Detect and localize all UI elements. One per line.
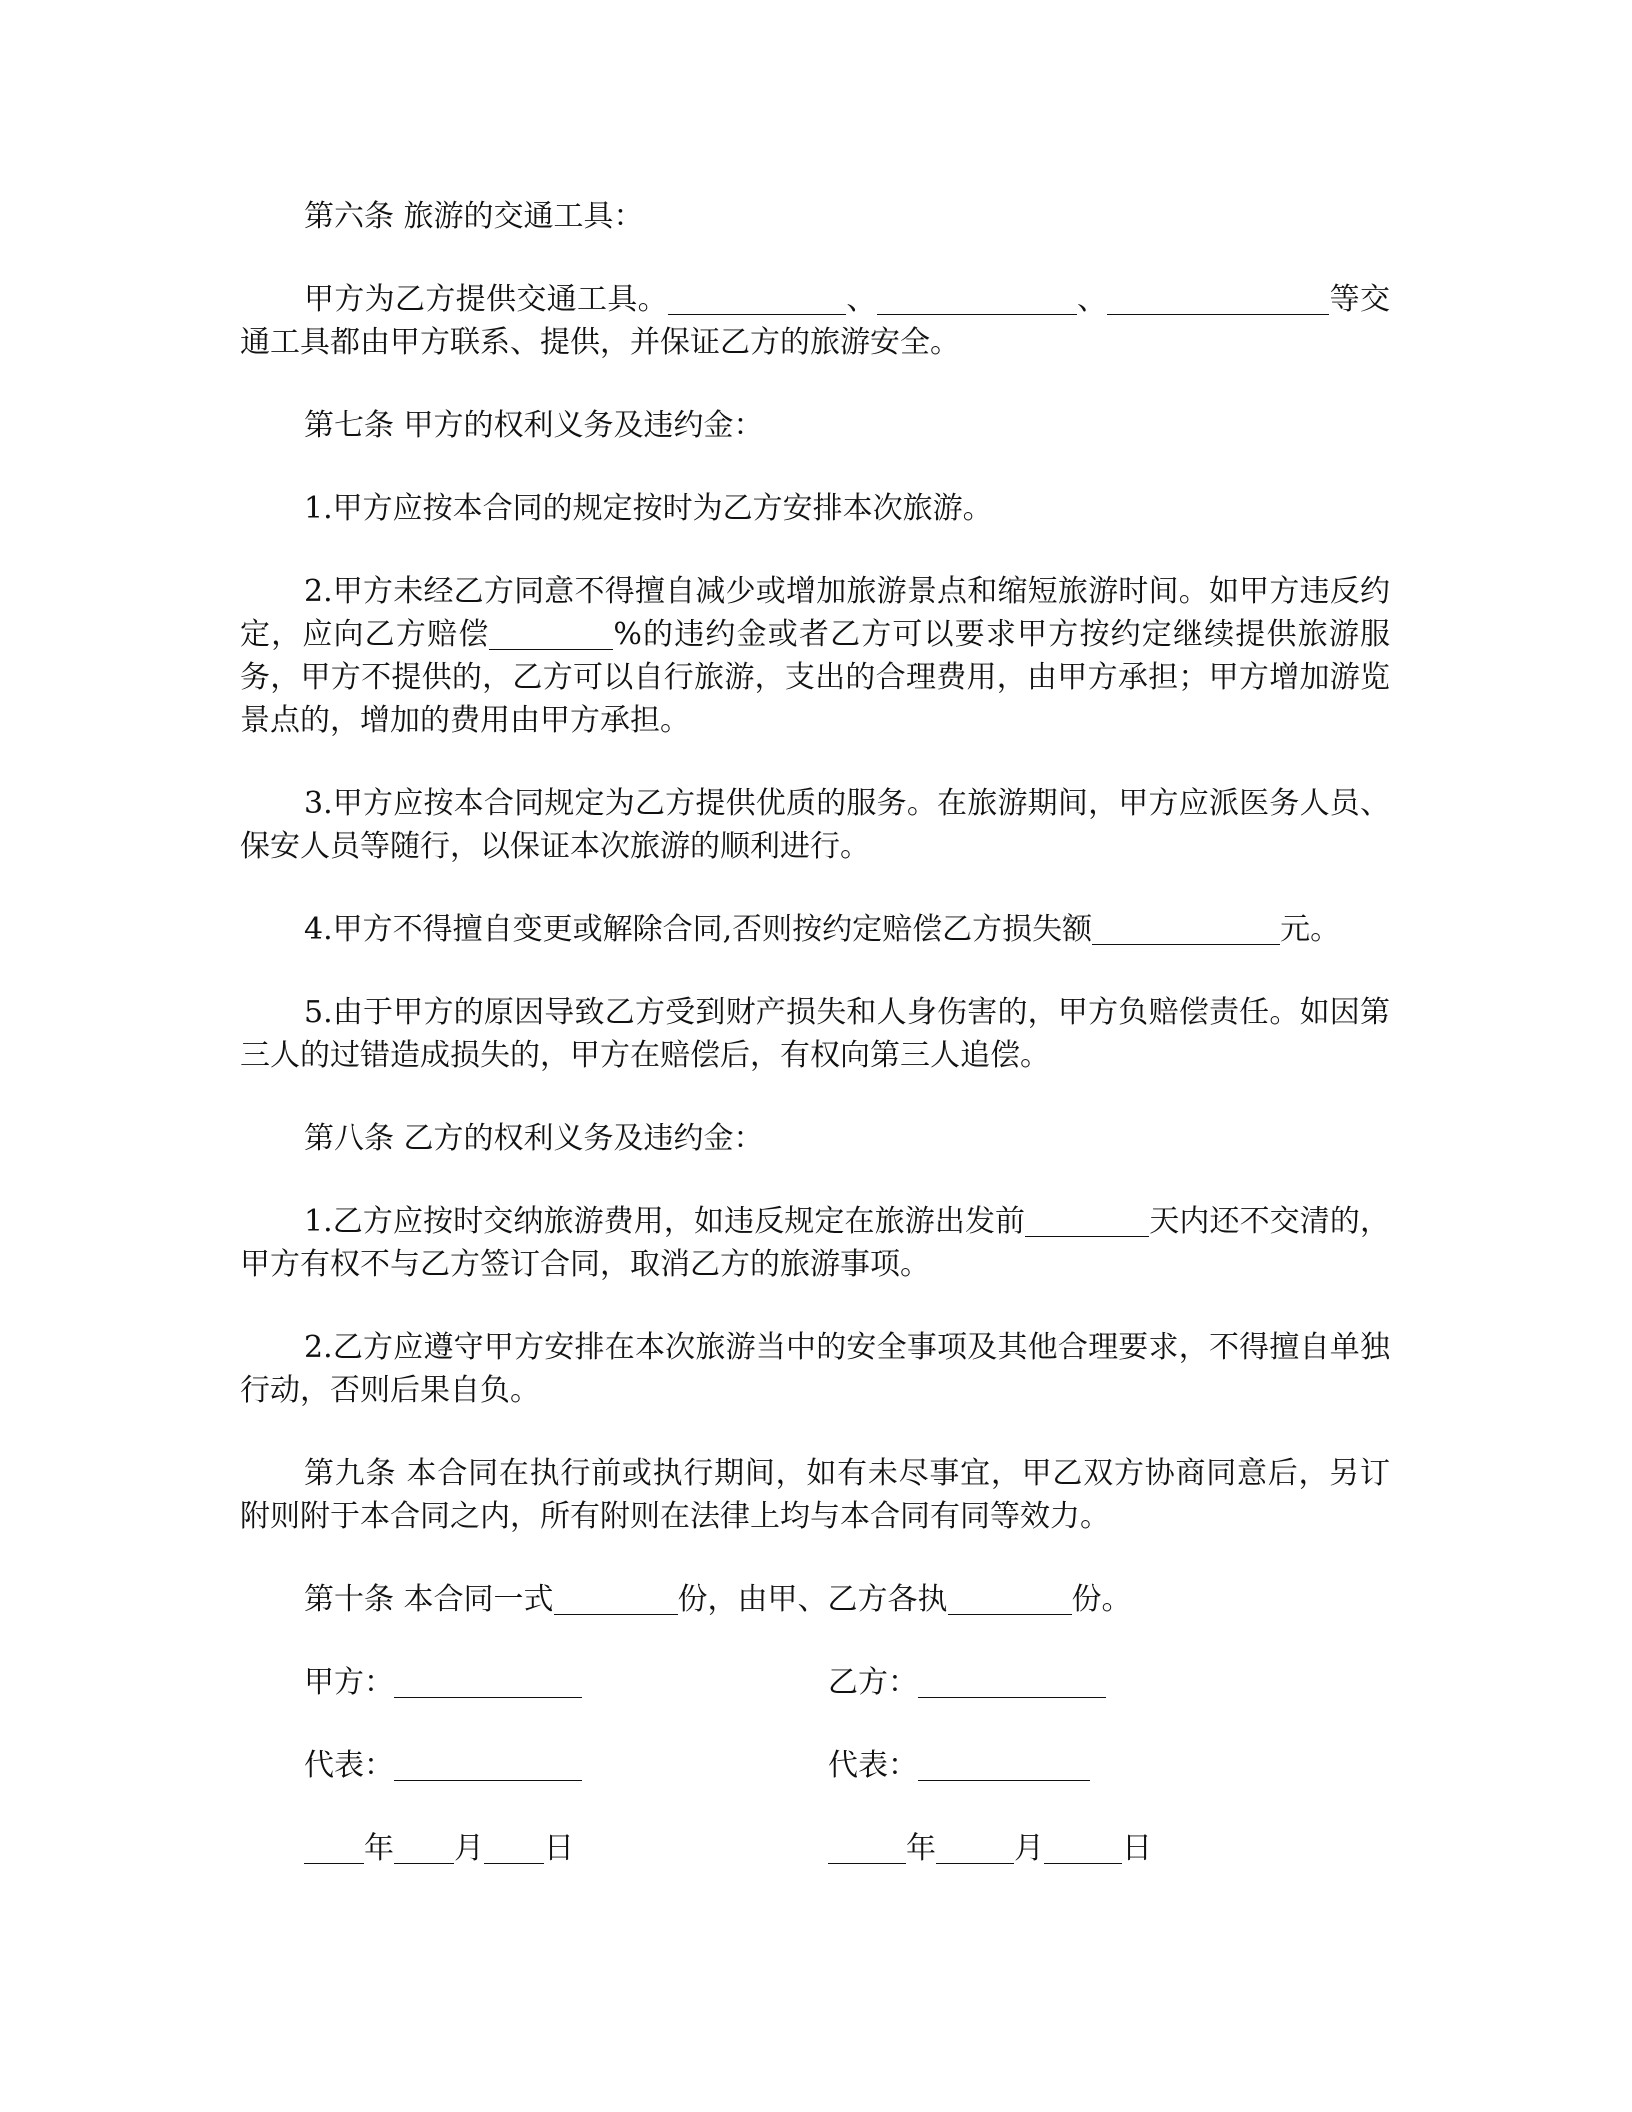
article-9: 第九条 本合同在执行前或执行期间，如有未尽事宜，甲乙双方协商同意后，另订附则附于本合同之内，所有附则在法律上均与本合同有同等效力。	[240, 1456, 1390, 1534]
article-7-title: 第七条 甲方的权利义务及违约金：	[304, 408, 764, 443]
fill-blank	[1025, 1206, 1149, 1237]
article-10: 第十条 本合同一式 份，由甲、乙方各执 份。	[304, 1582, 1132, 1617]
fill-blank	[936, 1833, 1014, 1864]
party-b-signature: 乙方：	[828, 1661, 1106, 1704]
representative-b-signature: 代表：	[828, 1744, 1090, 1787]
article-6-title: 第六条 旅游的交通工具：	[304, 199, 644, 234]
article-8-item-1: 1.乙方应按时交纳旅游费用，如违反规定在旅游出发前 天内还不交清的，甲方有权不与乙方签订合同，取消乙方的旅游事项。	[240, 1204, 1390, 1282]
article-6-body: 甲方为乙方提供交通工具。 、 、 等交通工具都由甲方联系、提供，并保证乙方的旅游安全。	[240, 282, 1391, 360]
party-b-date: 年 月 日	[828, 1827, 1152, 1870]
party-a-date: 年 月 日	[304, 1827, 574, 1870]
fill-blank	[1092, 914, 1280, 945]
signature-party-row	[240, 1661, 1390, 1704]
fill-blank	[1107, 284, 1329, 315]
article-8-title: 第八条 乙方的权利义务及违约金：	[304, 1121, 764, 1156]
fill-blank	[877, 284, 1077, 315]
fill-blank	[484, 1833, 544, 1864]
fill-blank	[668, 284, 846, 315]
article-7-item-2: 2.甲方未经乙方同意不得擅自减少或增加旅游景点和缩短旅游时间。如甲方违反约定，应向乙方赔偿 %的违约金或者乙方可以要求甲方按约定继续提供旅游服务，甲方不提供的，乙方可以自行旅游，支出的合理费用，由甲方承担；甲方增加游览景点的，增加的费用由甲方承担。	[240, 574, 1390, 738]
fill-blank	[918, 1750, 1090, 1781]
fill-blank	[394, 1750, 582, 1781]
article-7-item-3: 3.甲方应按本合同规定为乙方提供优质的服务。在旅游期间，甲方应派医务人员、保安人员等随行，以保证本次旅游的顺利进行。	[240, 786, 1390, 864]
fill-blank	[828, 1833, 906, 1864]
signature-date-row	[240, 1827, 1390, 1870]
contract-page	[240, 195, 1390, 1870]
article-7-item-4: 4.甲方不得擅自变更或解除合同,否则按约定赔偿乙方损失额 元。	[304, 912, 1341, 947]
fill-blank	[1044, 1833, 1122, 1864]
representative-a-signature: 代表：	[304, 1744, 582, 1787]
article-8-item-2: 2.乙方应遵守甲方安排在本次旅游当中的安全事项及其他合理要求，不得擅自单独行动，否则后果自负。	[240, 1330, 1390, 1408]
signature-representative-row	[240, 1744, 1390, 1787]
article-7-item-5: 5.由于甲方的原因导致乙方受到财产损失和人身伤害的，甲方负赔偿责任。如因第三人的过错造成损失的，甲方在赔偿后，有权向第三人追偿。	[240, 995, 1390, 1073]
fill-blank	[394, 1833, 454, 1864]
fill-blank	[554, 1584, 678, 1615]
fill-blank	[489, 619, 613, 650]
fill-blank	[948, 1584, 1072, 1615]
article-7-item-1: 1.甲方应按本合同的规定按时为乙方安排本次旅游。	[304, 491, 993, 526]
fill-blank	[394, 1667, 582, 1698]
fill-blank	[918, 1667, 1106, 1698]
party-a-signature: 甲方：	[304, 1661, 582, 1704]
fill-blank	[304, 1833, 364, 1864]
